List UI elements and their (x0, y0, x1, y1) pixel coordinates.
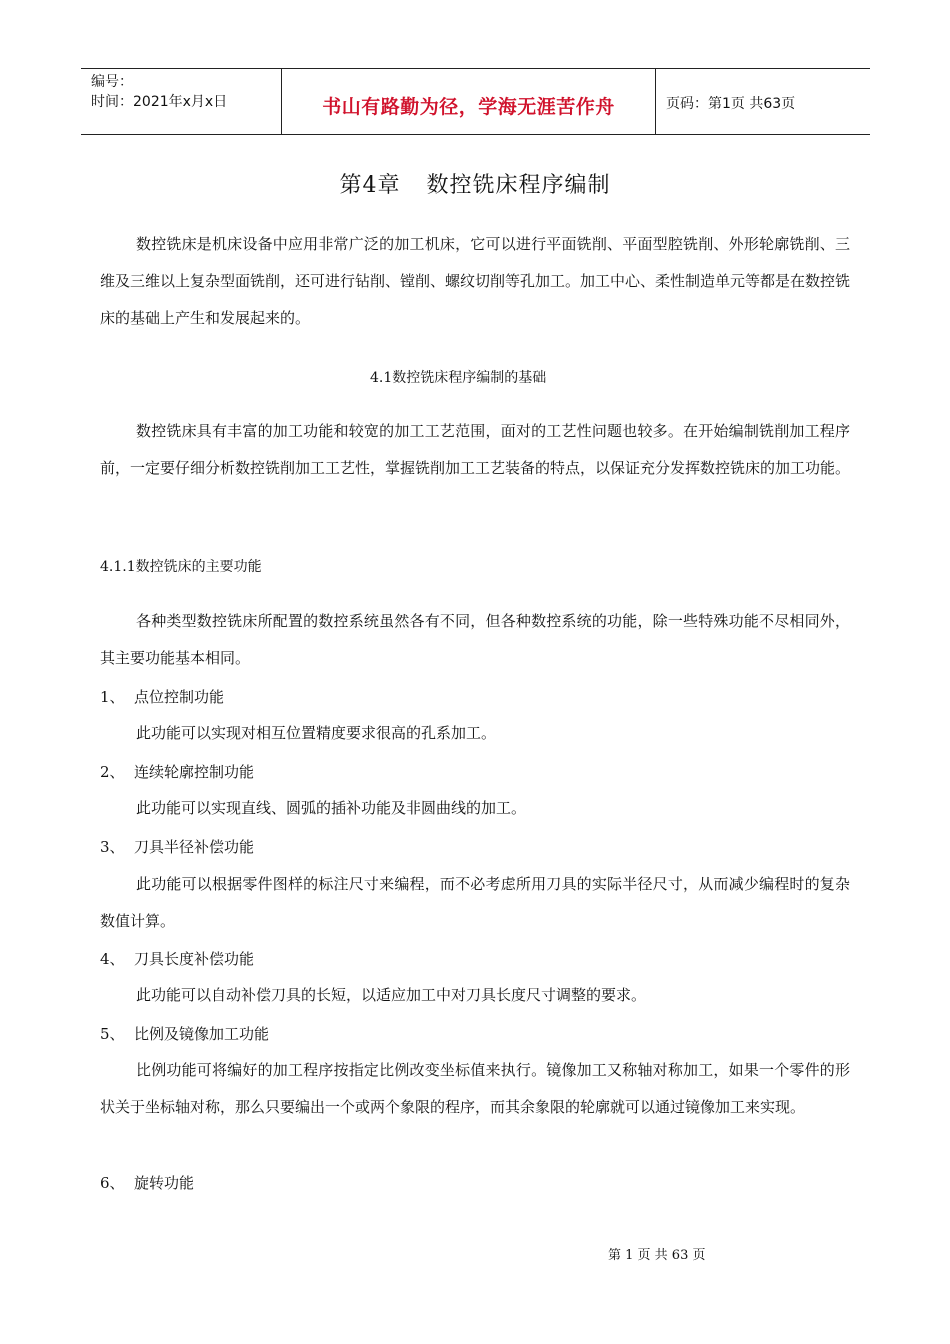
chapter-name: 数控铣床程序编制 (426, 173, 611, 198)
header-meta (81, 69, 282, 134)
header-page-info (656, 69, 870, 134)
section-heading-4-1-1: 4.1.1数控铣床的主要功能 (100, 559, 262, 575)
list-description: 此功能可以根据零件图样的标注尺寸来编程，而不必考虑所用刀具的实际半径尺寸，从而减少编程时的复杂数值计算。 (100, 875, 850, 930)
motto: 书山有路勤为径，学海无涯苦作舟 (322, 96, 615, 118)
list-title: 旋转功能 (134, 1174, 195, 1192)
list-title: 点位控制功能 (134, 688, 225, 706)
section-heading-4-1: 4.1数控铣床程序编制的基础 (370, 370, 547, 386)
list-number: 3、 (100, 838, 125, 856)
section-4-1-paragraph: 数控铣床具有丰富的加工功能和较宽的加工工艺范围，面对的工艺性问题也较多。在开始编制铣削加工程序前，一定要仔细分析数控铣削加工工艺性，掌握铣削加工工艺装备的特点，以保证充分发挥数控铣床的加工功能。 (100, 422, 851, 477)
chapter-number: 第4章 (339, 173, 401, 198)
list-item (100, 686, 224, 707)
list-title: 刀具半径补偿功能 (134, 838, 255, 856)
list-title: 刀具长度补偿功能 (134, 950, 255, 968)
number-label: 编号： (91, 74, 133, 90)
list-number: 1、 (100, 688, 125, 706)
list-number: 4、 (100, 950, 125, 968)
page-footer: 第 1 页 共 63 页 (608, 1248, 706, 1263)
chapter-title (0, 168, 950, 199)
time-label: 时间：2021年x月x日 (91, 94, 228, 110)
list-item (100, 836, 254, 857)
header-motto-cell (282, 69, 656, 134)
list-item (100, 1172, 194, 1193)
section-4-1-1-paragraph: 各种类型数控铣床所配置的数控系统虽然各有不同，但各种数控系统的功能，除一些特殊功能不尽相同外，其主要功能基本相同。 (100, 612, 850, 667)
list-description: 此功能可以实现对相互位置精度要求很高的孔系加工。 (136, 724, 497, 742)
list-description: 此功能可以自动补偿刀具的长短，以适应加工中对刀具长度尺寸调整的要求。 (136, 986, 647, 1004)
list-description: 此功能可以实现直线、圆弧的插补功能及非圆曲线的加工。 (136, 799, 527, 817)
list-title: 连续轮廓控制功能 (134, 763, 255, 781)
list-item (100, 761, 254, 782)
intro-paragraph: 数控铣床是机床设备中应用非常广泛的加工机床，它可以进行平面铣削、平面型腔铣削、外形轮廓铣削、三维及三维以上复杂型面铣削，还可进行钻削、镗削、螺纹切削等孔加工。加工中心、柔性制造单元等都是在数控铣床的基础上产生和发展起来的。 (100, 235, 851, 327)
list-title: 比例及镜像加工功能 (134, 1025, 270, 1043)
list-description: 比例功能可将编好的加工程序按指定比例改变坐标值来执行。镜像加工又称轴对称加工，如果一个零件的形状关于坐标轴对称，那么只要编出一个或两个象限的程序，而其余象限的轮廓就可以通过镜像加工来实现。 (100, 1061, 850, 1116)
list-item (100, 1023, 269, 1044)
page-info: 页码：第1页 共63页 (666, 95, 796, 112)
page-header (81, 68, 870, 135)
list-number: 5、 (100, 1025, 125, 1043)
list-number: 6、 (100, 1174, 125, 1192)
list-number: 2、 (100, 763, 125, 781)
list-item (100, 948, 254, 969)
